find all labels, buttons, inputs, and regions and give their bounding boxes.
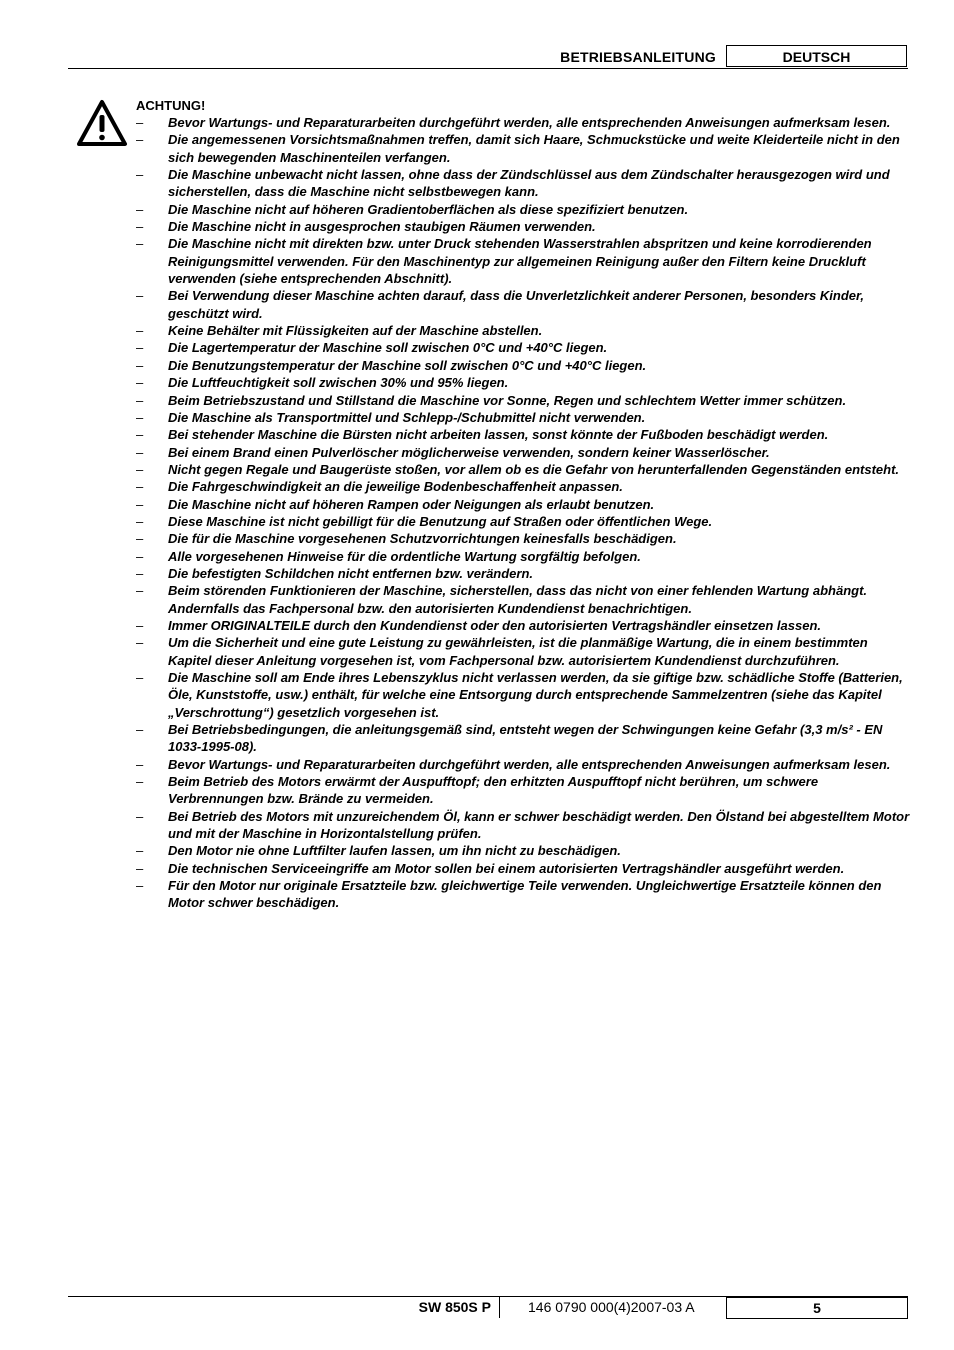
list-dash: – [136, 774, 144, 790]
list-dash: – [136, 115, 144, 130]
list-dash: – [136, 878, 144, 894]
warning-list-item [136, 842, 912, 859]
list-dash: – [136, 167, 144, 183]
warning-heading: ACHTUNG! [136, 98, 206, 113]
list-dash: – [136, 479, 144, 495]
warning-list-item [136, 877, 912, 912]
warning-list-item [136, 374, 912, 391]
list-dash: – [136, 323, 144, 339]
warning-list-item [136, 565, 912, 582]
list-item-text: Die Maschine soll am Ende ihres Lebenszyklus nicht verlassen werden, da sie giftige bzw. schädliche Stoffe (Batterien, Öle, Kunststoffe, usw.) enthält, für welche eine Entsorgung durch entsprechende Sammelzentren (siehe das Kapitel „Verschrottung“) gesetzlich vorgesehen ist. [168, 670, 903, 720]
warning-list-item [136, 461, 912, 478]
list-dash: – [136, 201, 144, 217]
warning-list-item [136, 322, 912, 339]
warning-list-item [136, 426, 912, 443]
list-dash: – [136, 444, 144, 460]
warning-list-item [136, 444, 912, 461]
list-item-text: Die befestigten Schildchen nicht entfernen bzw. verändern. [168, 565, 534, 581]
warning-list-item [136, 530, 912, 547]
list-dash: – [136, 375, 144, 391]
list-item-text: Die angemessenen Vorsichtsmaßnahmen treffen, damit sich Haare, Schmuckstücke und weite Kleiderteile nicht in den sich bewegenden Maschinenteilen verfangen. [168, 132, 900, 165]
list-item-text: Die Maschine nicht auf höheren Gradientoberflächen als diese spezifiziert benutzen. [168, 201, 689, 217]
language-label: DEUTSCH [726, 45, 907, 67]
list-item-text: Keine Behälter mit Flüssigkeiten auf der Maschine abstellen. [168, 323, 543, 339]
list-item-text: Die Maschine nicht in ausgesprochen staubigen Räumen verwenden. [168, 219, 596, 235]
warning-list-item [136, 166, 912, 201]
warning-list-item [136, 201, 912, 218]
warning-list-item [136, 218, 912, 235]
list-item-text: Bei Verwendung dieser Maschine achten darauf, dass die Unverletzlichkeit anderer Personen, besonders Kinder, geschützt wird. [168, 288, 864, 321]
list-item-text: Alle vorgesehenen Hinweise für die ordentliche Wartung sorgfältig befolgen. [168, 548, 641, 564]
list-item-text: Bei einem Brand einen Pulverlöscher möglicherweise verwenden, sondern keiner Wasserlöscher. [168, 444, 770, 460]
list-item-text: Um die Sicherheit und eine gute Leistung zu gewährleisten, ist die planmäßige Wartung, die in einem bestimmten Kapitel dieser Anleitung vorgesehen ist, vom Fachpersonal bzw. autorisiertem Kundendienst durchzuführen. [168, 635, 868, 668]
warning-list-item [136, 357, 912, 374]
list-dash: – [136, 357, 144, 373]
list-dash: – [136, 670, 144, 685]
list-dash: – [136, 427, 144, 443]
list-dash: – [136, 340, 144, 356]
list-item-text: Die technischen Serviceeingriffe am Motor sollen bei einem autorisierten Vertragshändler ausgeführt werden. [168, 860, 845, 876]
warning-list-item [136, 808, 912, 843]
list-dash: – [136, 288, 144, 304]
warning-list-item [136, 582, 912, 617]
warning-list [136, 114, 912, 912]
list-item-text: Beim Betriebszustand und Stillstand die Maschine vor Sonne, Regen und schlechtem Wetter immer schützen. [168, 392, 847, 408]
warning-list-item [136, 131, 912, 166]
warning-list-item [136, 513, 912, 530]
list-dash: – [136, 808, 144, 824]
warning-list-item [136, 235, 912, 287]
document-number: 146 0790 000(4)2007-03 A [528, 1299, 695, 1315]
warning-triangle-icon [76, 99, 128, 147]
list-item-text: Immer ORIGINALTEILE durch den Kundendienst oder den autorisierten Vertragshändler einsetzen lassen. [168, 617, 822, 633]
warning-list-item [136, 409, 912, 426]
list-dash: – [136, 236, 144, 252]
list-item-text: Für den Motor nur originale Ersatzteile bzw. gleichwertige Teile verwenden. Ungleichwertige Ersatzteile können den Motor schwer beschädigen. [168, 878, 882, 911]
list-item-text: Bevor Wartungs- und Reparaturarbeiten durchgeführt werden, alle entsprechenden Anweisungen aufmerksam lesen. [168, 115, 891, 130]
list-dash: – [136, 132, 144, 148]
list-dash: – [136, 565, 144, 581]
list-item-text: Die Lagertemperatur der Maschine soll zwischen 0°C und +40°C liegen. [168, 340, 608, 356]
list-dash: – [136, 392, 144, 408]
list-item-text: Den Motor nie ohne Luftfilter laufen lassen, um ihn nicht zu beschädigen. [168, 843, 621, 859]
warning-list-item [136, 287, 912, 322]
page-number: 5 [726, 1297, 908, 1319]
list-item-text: Beim Betrieb des Motors erwärmt der Auspufftopf; den erhitzten Auspufftopf nicht berühren, um schwere Verbrennungen bzw. Brände zu vermeiden. [168, 774, 819, 807]
list-dash: – [136, 635, 144, 651]
list-item-text: Die Luftfeuchtigkeit soll zwischen 30% und 95% liegen. [168, 375, 509, 391]
warning-list-item [136, 496, 912, 513]
warning-list-item [136, 634, 912, 669]
warning-list-item [136, 721, 912, 756]
list-item-text: Die Benutzungstemperatur der Maschine soll zwischen 0°C und +40°C liegen. [168, 357, 647, 373]
model-name: SW 850S P [418, 1299, 491, 1315]
list-item-text: Bei Betrieb des Motors mit unzureichendem Öl, kann er schwer beschädigt werden. Den Ölstand bei abgestelltem Motor und mit der Maschine in Horizontalstellung prüfen. [168, 808, 910, 842]
list-dash: – [136, 722, 144, 738]
list-item-text: Diese Maschine ist nicht gebilligt für die Benutzung auf Straßen oder öffentlichen Wege. [168, 513, 713, 529]
warning-list-item [136, 548, 912, 565]
warning-section [136, 97, 912, 912]
list-dash: – [136, 409, 144, 425]
warning-list-item [136, 339, 912, 356]
list-dash: – [136, 531, 144, 547]
warning-list-item [136, 617, 912, 634]
warning-list-item [136, 392, 912, 409]
list-item-text: Bei stehender Maschine die Bürsten nicht arbeiten lassen, sonst könnte der Fußboden beschädigt werden. [168, 427, 829, 443]
header-rule [68, 68, 908, 69]
warning-list-item [136, 773, 912, 808]
list-item-text: Die Maschine als Transportmittel und Schlepp-/Schubmittel nicht verwenden. [168, 409, 646, 425]
list-dash: – [136, 843, 144, 859]
list-item-text: Die Maschine unbewacht nicht lassen, ohne dass der Zündschlüssel aus dem Zündschalter herausgezogen wird und sicherstellen, dass die Maschine nicht selbstbewegen kann. [168, 167, 890, 200]
list-dash: – [136, 756, 144, 772]
list-item-text: Bevor Wartungs- und Reparaturarbeiten durchgeführt werden, alle entsprechenden Anweisungen aufmerksam lesen. [168, 756, 891, 772]
warning-list-item [136, 114, 912, 131]
list-dash: – [136, 548, 144, 564]
list-item-text: Die Fahrgeschwindigkeit an die jeweilige Bodenbeschaffenheit anpassen. [168, 479, 623, 495]
list-dash: – [136, 219, 144, 235]
footer-separator [499, 1297, 500, 1318]
list-item-text: Die Maschine nicht auf höheren Rampen oder Neigungen als erlaubt benutzen. [168, 496, 655, 512]
list-dash: – [136, 513, 144, 529]
list-dash: – [136, 860, 144, 876]
warning-list-item [136, 860, 912, 877]
list-dash: – [136, 461, 144, 477]
warning-list-item [136, 756, 912, 773]
warning-list-item [136, 478, 912, 495]
list-dash: – [136, 496, 144, 512]
list-item-text: Die für die Maschine vorgesehenen Schutzvorrichtungen keinesfalls beschädigen. [168, 531, 677, 547]
warning-list-item [136, 669, 912, 721]
list-item-text: Nicht gegen Regale und Baugerüste stoßen, vor allem ob es die Gefahr von herunterfallenden Gegenständen entsteht. [168, 461, 900, 477]
list-item-text: Die Maschine nicht mit direkten bzw. unter Druck stehenden Wasserstrahlen abspritzen und keine korrodierenden Reinigungsmittel verwenden. Für den Maschinentyp zur allgemeinen Reinigung außer den Filtern keine Druckluft verwenden (siehe entsprechenden Abschnitt). [168, 236, 872, 287]
list-item-text: Beim störenden Funktionieren der Maschine, sicherstellen, dass das nicht von einer fehlenden Wartung abhängt. Andernfalls das Fachpersonal bzw. den autorisierten Kundendienst benachrichtigen. [168, 583, 868, 616]
list-dash: – [136, 583, 144, 599]
manual-title: BETRIEBSANLEITUNG [560, 49, 716, 65]
list-dash: – [136, 617, 144, 633]
list-item-text: Bei Betriebsbedingungen, die anleitungsgemäß sind, entsteht wegen der Schwingungen keine Gefahr (3,3 m/s² - EN 1033-1995-08). [168, 722, 883, 755]
